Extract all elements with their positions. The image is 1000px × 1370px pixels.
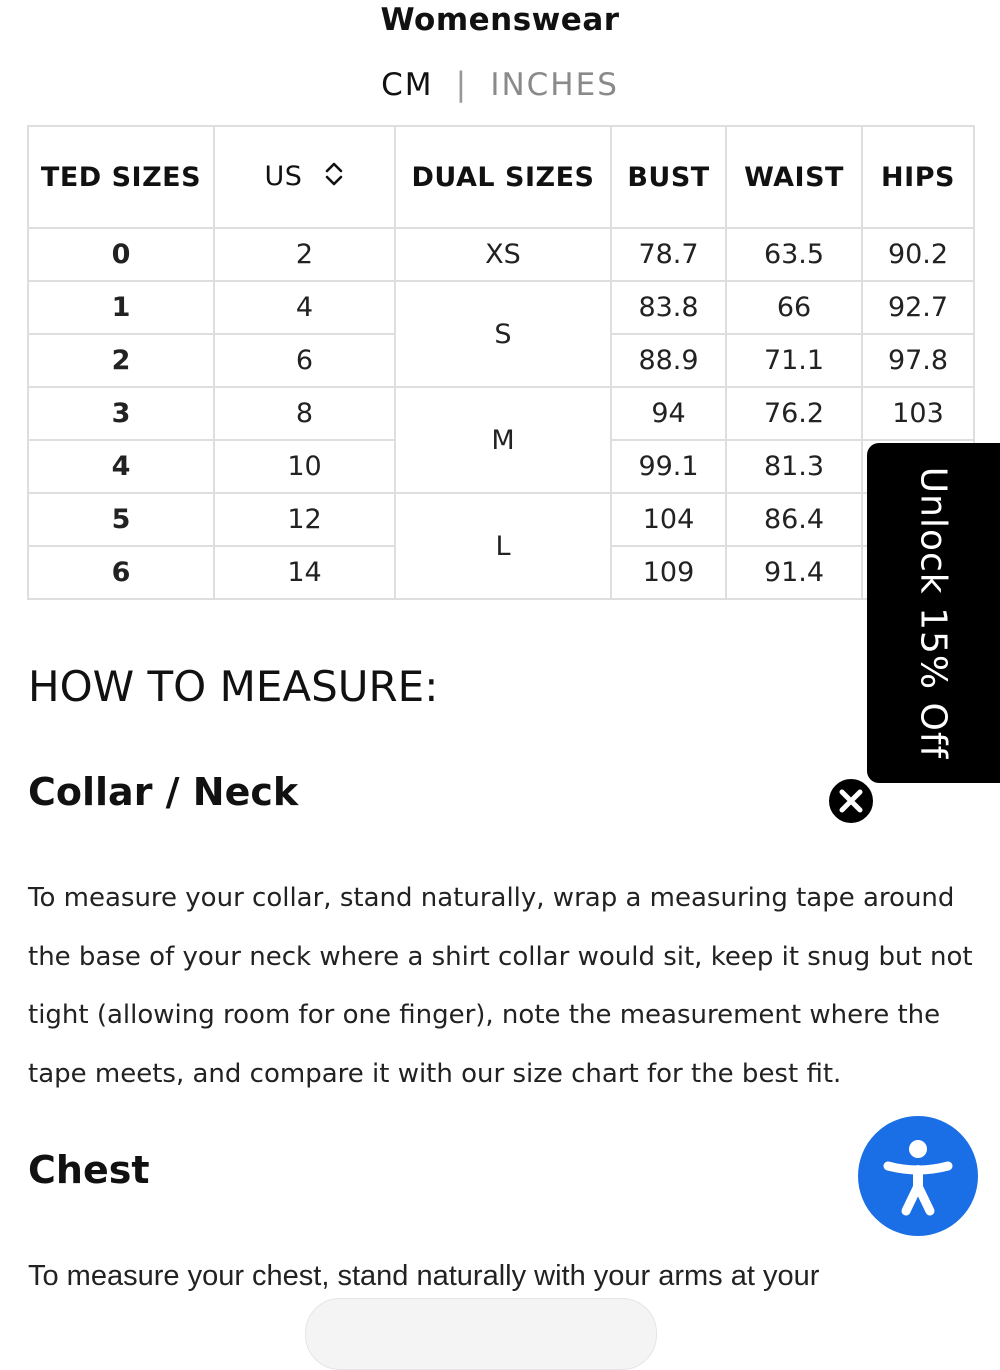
collar-instructions: To measure your collar, stand naturally, wrap a measuring tape around the base of your neck where a shirt collar would sit, keep it snug but not tight (allowing room for one finger), note the measurement where the tape meets, and compare it with our size chart for the best fit. — [28, 883, 973, 1089]
cell-dual: L — [395, 493, 611, 599]
chest-instructions: To measure your chest, stand naturally with your arms at your — [28, 1260, 820, 1292]
chest-heading: Chest — [28, 1148, 150, 1192]
cell-ted: 0 — [28, 228, 214, 281]
page-title: Womenswear — [380, 2, 620, 38]
cell-bust: 99.1 — [611, 440, 726, 493]
cell-us: 14 — [214, 546, 395, 599]
cell-ted: 3 — [28, 387, 214, 440]
size-chart-table — [27, 125, 975, 600]
cell-bust: 94 — [611, 387, 726, 440]
cell-waist: 86.4 — [726, 493, 862, 546]
cell-us: 10 — [214, 440, 395, 493]
header-dual-sizes: DUAL SIZES — [395, 126, 611, 228]
cell-ted: 1 — [28, 281, 214, 334]
header-us-label: US — [264, 160, 303, 192]
header-bust: BUST — [611, 126, 726, 228]
cell-bust: 83.8 — [611, 281, 726, 334]
cell-hips: 92.7 — [862, 281, 974, 334]
accessibility-button[interactable] — [858, 1116, 978, 1236]
unit-inches-option[interactable]: INCHES — [490, 67, 619, 103]
table-row — [28, 228, 974, 281]
unit-separator: | — [455, 65, 469, 103]
close-icon[interactable] — [826, 776, 876, 826]
bottom-pill[interactable] — [305, 1298, 657, 1370]
cell-waist: 76.2 — [726, 387, 862, 440]
cell-waist: 63.5 — [726, 228, 862, 281]
table-row — [28, 387, 974, 440]
header-hips: HIPS — [862, 126, 974, 228]
cell-bust: 88.9 — [611, 334, 726, 387]
table-header-row — [28, 126, 974, 228]
cell-us: 8 — [214, 387, 395, 440]
cell-hips: 97.8 — [862, 334, 974, 387]
cell-ted: 5 — [28, 493, 214, 546]
unit-toggle — [0, 64, 1000, 105]
cell-hips: 90.2 — [862, 228, 974, 281]
cell-waist: 71.1 — [726, 334, 862, 387]
cell-dual: XS — [395, 228, 611, 281]
table-row — [28, 493, 974, 546]
table-row — [28, 281, 974, 334]
cell-ted: 2 — [28, 334, 214, 387]
cell-us: 4 — [214, 281, 395, 334]
header-ted-sizes: TED SIZES — [28, 126, 214, 228]
cell-us: 2 — [214, 228, 395, 281]
accessibility-icon — [858, 1116, 978, 1236]
promo-label: Unlock 15% Off — [912, 466, 954, 760]
unit-cm-option[interactable]: CM — [381, 67, 434, 103]
cell-ted: 4 — [28, 440, 214, 493]
cell-waist: 81.3 — [726, 440, 862, 493]
cell-bust: 104 — [611, 493, 726, 546]
cell-us: 12 — [214, 493, 395, 546]
header-waist: WAIST — [726, 126, 862, 228]
cell-waist: 66 — [726, 281, 862, 334]
how-to-measure-heading: HOW TO MEASURE: — [28, 662, 439, 711]
cell-dual: M — [395, 387, 611, 493]
cell-waist: 91.4 — [726, 546, 862, 599]
cell-hips: 103 — [862, 387, 974, 440]
cell-us: 6 — [214, 334, 395, 387]
collar-heading: Collar / Neck — [28, 770, 299, 814]
cell-dual: S — [395, 281, 611, 387]
unlock-promo-tab[interactable] — [867, 443, 1000, 783]
header-us[interactable] — [214, 126, 395, 228]
cell-bust: 109 — [611, 546, 726, 599]
cell-ted: 6 — [28, 546, 214, 599]
cell-bust: 78.7 — [611, 228, 726, 281]
sort-arrows-icon[interactable] — [324, 160, 344, 195]
